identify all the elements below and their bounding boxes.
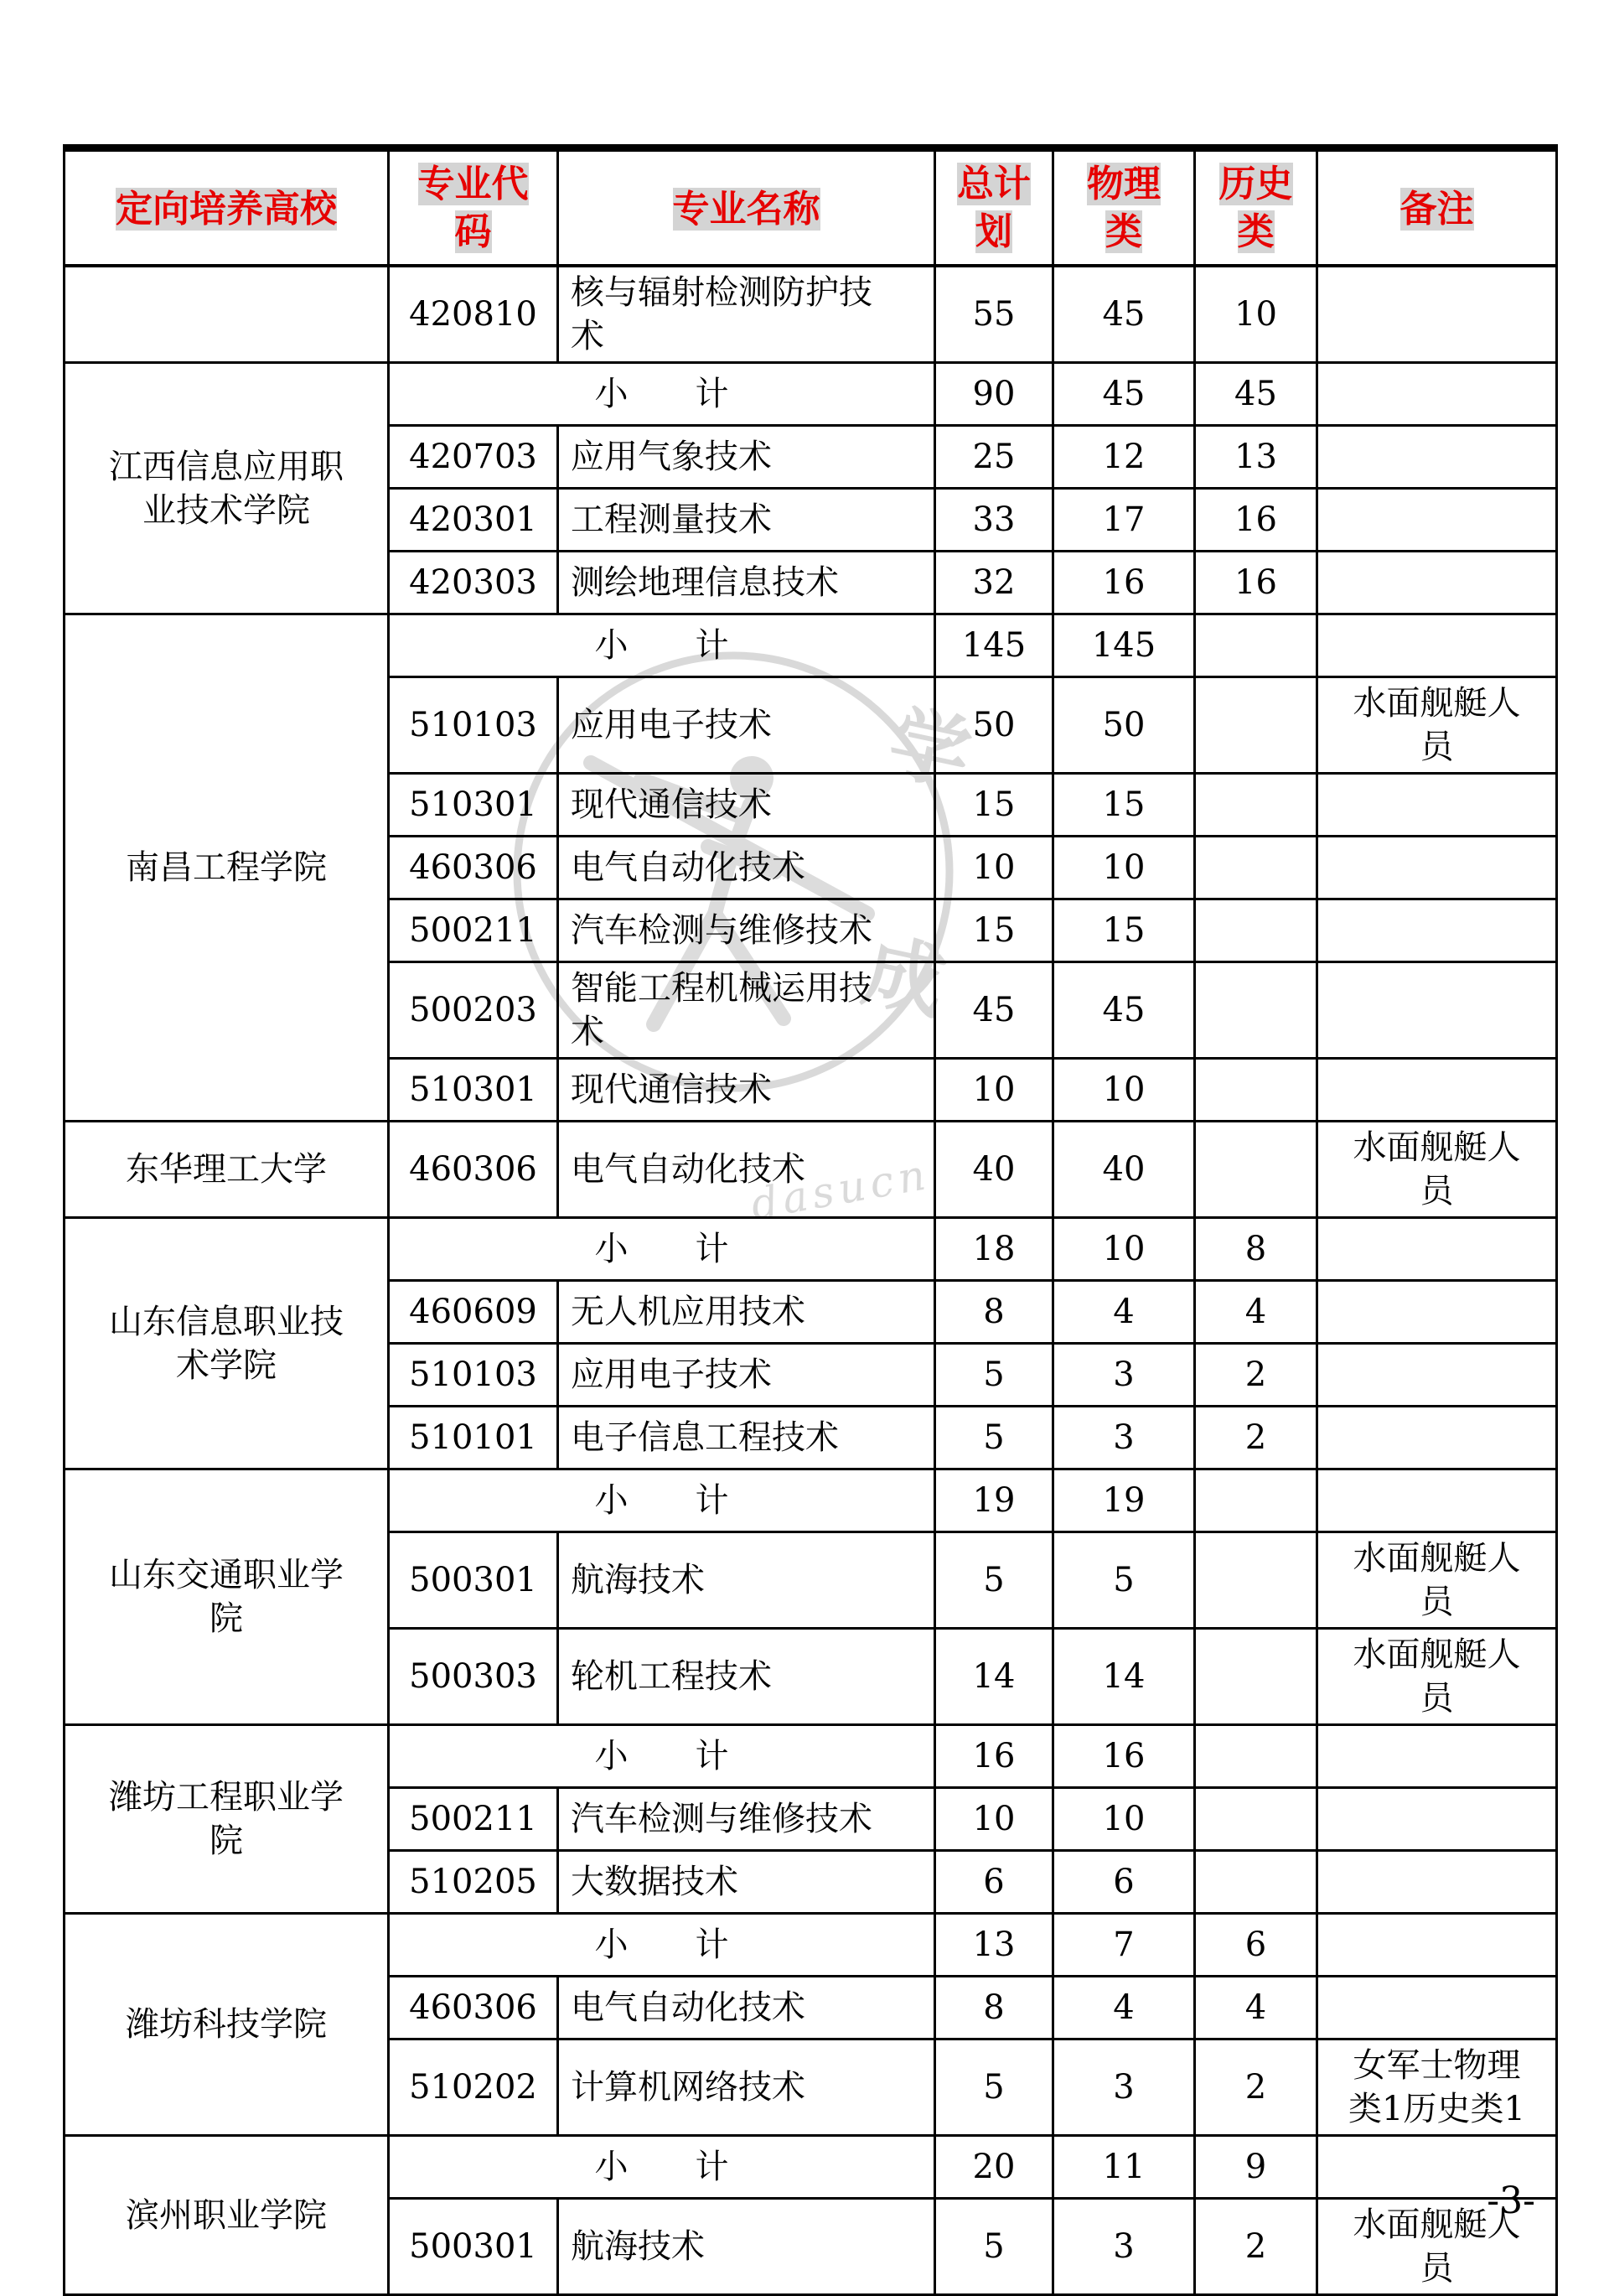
header-total-label: 总计划 (957, 163, 1031, 254)
remark-cell (1317, 837, 1557, 899)
physics-cell: 17 (1053, 489, 1195, 552)
physics-cell: 40 (1053, 1122, 1195, 1218)
major-name-text: 电子信息工程技术 (571, 1418, 839, 1458)
school-cell (65, 1469, 389, 1725)
major-name-text: 无人机应用技术 (571, 1293, 805, 1332)
table-row (65, 1914, 1557, 1977)
major-name-text: 现代通信技术 (571, 785, 772, 825)
subtotal-cell: 小 计 (389, 1725, 935, 1788)
school-name: 滨州职业学院 (126, 2195, 327, 2235)
major-code-cell: 510202 (389, 2039, 558, 2136)
major-code-cell: 460306 (389, 837, 558, 899)
total-cell: 18 (935, 1218, 1053, 1281)
physics-cell: 10 (1053, 1059, 1195, 1122)
major-code-cell: 510205 (389, 1851, 558, 1914)
major-name-text: 汽车检测与维修技术 (571, 911, 872, 951)
remark-cell (1317, 774, 1557, 837)
major-name-cell (558, 1344, 935, 1407)
physics-cell: 15 (1053, 899, 1195, 962)
header-code-wrap (415, 160, 532, 256)
major-code-cell: 460609 (389, 1281, 558, 1344)
physics-cell: 14 (1053, 1629, 1195, 1725)
school-name: 东华理工大学 (126, 1150, 327, 1189)
physics-cell: 7 (1053, 1914, 1195, 1977)
total-cell: 8 (935, 1281, 1053, 1344)
remark-text: 水面舰艇人员 (1353, 1635, 1521, 1718)
major-name-text: 汽车检测与维修技术 (571, 1800, 872, 1839)
physics-cell: 4 (1053, 1281, 1195, 1344)
table-row (65, 266, 1557, 363)
major-code-cell: 500211 (389, 899, 558, 962)
major-name-text: 电气自动化技术 (571, 1150, 805, 1189)
header-history-wrap (1214, 160, 1298, 256)
header-school-label: 定向培养高校 (116, 188, 337, 231)
major-name-cell (558, 266, 935, 363)
history-cell: 2 (1195, 2199, 1317, 2295)
history-cell (1195, 1059, 1317, 1122)
header-physics (1053, 148, 1195, 267)
remark-cell (1317, 1122, 1557, 1218)
school-cell (65, 1725, 389, 1914)
major-name-cell (558, 1059, 935, 1122)
header-total (935, 148, 1053, 267)
header-major (558, 148, 935, 267)
major-code-cell: 510103 (389, 677, 558, 774)
subtotal-cell: 小 计 (389, 2136, 935, 2199)
total-cell: 5 (935, 1344, 1053, 1407)
history-cell (1195, 899, 1317, 962)
watermark-char-bottom: 成 (855, 922, 955, 1032)
physics-cell: 16 (1053, 1725, 1195, 1788)
major-name-text: 计算机网络技术 (571, 2068, 805, 2107)
major-name-cell (558, 2199, 935, 2295)
history-cell: 4 (1195, 1281, 1317, 1344)
major-code-cell: 460306 (389, 1977, 558, 2039)
major-name-cell (558, 1977, 935, 2039)
history-cell (1195, 1469, 1317, 1532)
remark-cell (1317, 1059, 1557, 1122)
header-school (65, 148, 389, 267)
major-name-text: 应用电子技术 (571, 1355, 772, 1395)
physics-cell: 19 (1053, 1469, 1195, 1532)
physics-cell: 45 (1053, 363, 1195, 426)
subtotal-cell: 小 计 (389, 1218, 935, 1281)
physics-cell: 3 (1053, 2039, 1195, 2136)
remark-cell (1317, 614, 1557, 677)
major-name-cell (558, 837, 935, 899)
total-cell: 15 (935, 774, 1053, 837)
major-name-text: 轮机工程技术 (571, 1657, 772, 1697)
total-cell: 25 (935, 426, 1053, 489)
major-code-cell: 420703 (389, 426, 558, 489)
physics-cell: 15 (1053, 774, 1195, 837)
major-name-text: 核与辐射检测防护技术 (571, 273, 872, 356)
table-row (65, 1218, 1557, 1281)
history-cell: 2 (1195, 1344, 1317, 1407)
table-row (65, 363, 1557, 426)
total-cell: 5 (935, 1532, 1053, 1629)
header-code-label: 专业代码 (417, 163, 529, 254)
history-cell (1195, 1788, 1317, 1851)
table-row (65, 2136, 1557, 2199)
physics-cell: 50 (1053, 677, 1195, 774)
subtotal-cell: 小 计 (389, 614, 935, 677)
major-name-cell (558, 489, 935, 552)
school-cell (65, 363, 389, 614)
school-name: 江西信息应用职业技术学院 (109, 447, 344, 530)
remark-cell (1317, 1725, 1557, 1788)
subtotal-cell: 小 计 (389, 363, 935, 426)
major-name-text: 应用气象技术 (571, 438, 772, 477)
major-code-cell: 420810 (389, 266, 558, 363)
physics-cell: 4 (1053, 1977, 1195, 2039)
school-cell (65, 1218, 389, 1469)
total-cell: 33 (935, 489, 1053, 552)
total-cell: 32 (935, 552, 1053, 614)
major-name-cell (558, 1532, 935, 1629)
header-history-label: 历史类 (1218, 163, 1293, 254)
total-cell: 5 (935, 2039, 1053, 2136)
table-row (65, 1725, 1557, 1788)
remark-text: 水面舰艇人员 (1353, 1539, 1521, 1622)
total-cell: 13 (935, 1914, 1053, 1977)
school-cell (65, 2136, 389, 2295)
major-code-cell: 500301 (389, 1532, 558, 1629)
table-row (65, 1122, 1557, 1218)
total-cell: 50 (935, 677, 1053, 774)
major-name-text: 电气自动化技术 (571, 1988, 805, 2028)
major-name-text: 工程测量技术 (571, 500, 772, 540)
major-name-cell (558, 962, 935, 1059)
major-code-cell: 500303 (389, 1629, 558, 1725)
history-cell (1195, 1851, 1317, 1914)
table-header (65, 148, 1557, 267)
remark-text: 女军士物理类1历史类1 (1348, 2046, 1525, 2129)
remark-text: 水面舰艇人员 (1353, 2205, 1521, 2288)
remark-cell (1317, 1532, 1557, 1629)
physics-cell: 16 (1053, 552, 1195, 614)
remark-cell (1317, 426, 1557, 489)
physics-cell: 12 (1053, 426, 1195, 489)
table-row (65, 1469, 1557, 1532)
major-code-cell: 500211 (389, 1788, 558, 1851)
remark-cell (1317, 363, 1557, 426)
physics-cell: 3 (1053, 1344, 1195, 1407)
physics-cell: 10 (1053, 1788, 1195, 1851)
school-name: 山东交通职业学院 (109, 1556, 344, 1639)
total-cell: 45 (935, 962, 1053, 1059)
history-cell (1195, 614, 1317, 677)
remark-cell (1317, 1788, 1557, 1851)
remark-cell (1317, 1629, 1557, 1725)
remark-cell (1317, 1218, 1557, 1281)
history-cell: 9 (1195, 2136, 1317, 2199)
major-name-cell (558, 1407, 935, 1469)
major-name-cell (558, 2039, 935, 2136)
major-name-cell (558, 1122, 935, 1218)
total-cell: 40 (935, 1122, 1053, 1218)
watermark-latin-text: dasucn (747, 1149, 934, 1230)
major-name-cell (558, 899, 935, 962)
remark-cell (1317, 1469, 1557, 1532)
enrollment-plan-table (63, 144, 1558, 2296)
physics-cell: 6 (1053, 1851, 1195, 1914)
remark-cell (1317, 489, 1557, 552)
history-cell (1195, 837, 1317, 899)
remark-cell (1317, 962, 1557, 1059)
major-code-cell: 510301 (389, 774, 558, 837)
major-name-cell (558, 774, 935, 837)
major-name-cell (558, 677, 935, 774)
physics-cell: 11 (1053, 2136, 1195, 2199)
remark-cell (1317, 552, 1557, 614)
history-cell (1195, 1122, 1317, 1218)
page-number: -3- (1487, 2179, 1535, 2222)
school-name: 南昌工程学院 (126, 848, 327, 888)
history-cell: 8 (1195, 1218, 1317, 1281)
header-history (1195, 148, 1317, 267)
major-name-cell (558, 1629, 935, 1725)
total-cell: 145 (935, 614, 1053, 677)
school-name: 潍坊科技学院 (126, 2005, 327, 2045)
header-code (389, 148, 558, 267)
remark-cell (1317, 2039, 1557, 2136)
major-name-text: 应用电子技术 (571, 706, 772, 745)
header-major-wrap (673, 185, 820, 233)
header-major-label: 专业名称 (672, 188, 820, 231)
physics-cell: 10 (1053, 1218, 1195, 1281)
remark-cell (1317, 677, 1557, 774)
history-cell (1195, 962, 1317, 1059)
remark-cell (1317, 1344, 1557, 1407)
major-name-cell (558, 1788, 935, 1851)
total-cell: 16 (935, 1725, 1053, 1788)
physics-cell: 10 (1053, 837, 1195, 899)
total-cell: 5 (935, 1407, 1053, 1469)
history-cell (1195, 774, 1317, 837)
physics-cell: 3 (1053, 1407, 1195, 1469)
table-header-row (65, 148, 1557, 267)
major-name-text: 航海技术 (571, 1561, 705, 1600)
history-cell: 4 (1195, 1977, 1317, 2039)
total-cell: 10 (935, 837, 1053, 899)
total-cell: 14 (935, 1629, 1053, 1725)
history-cell: 16 (1195, 489, 1317, 552)
total-cell: 6 (935, 1851, 1053, 1914)
history-cell (1195, 677, 1317, 774)
school-cell (65, 1914, 389, 2136)
history-cell: 16 (1195, 552, 1317, 614)
school-cell (65, 266, 389, 363)
remark-cell (1317, 1281, 1557, 1344)
remark-text: 水面舰艇人员 (1353, 684, 1521, 767)
major-code-cell: 510101 (389, 1407, 558, 1469)
header-school-wrap (116, 185, 337, 233)
total-cell: 55 (935, 266, 1053, 363)
history-cell: 10 (1195, 266, 1317, 363)
total-cell: 8 (935, 1977, 1053, 2039)
physics-cell: 5 (1053, 1532, 1195, 1629)
history-cell (1195, 1629, 1317, 1725)
major-code-cell: 420301 (389, 489, 558, 552)
major-name-text: 电气自动化技术 (571, 848, 805, 888)
major-name-text: 智能工程机械运用技术 (571, 969, 872, 1052)
history-cell: 45 (1195, 363, 1317, 426)
major-name-cell (558, 552, 935, 614)
remark-cell (1317, 1407, 1557, 1469)
header-remark-wrap (1400, 185, 1474, 233)
total-cell: 15 (935, 899, 1053, 962)
table-row (65, 614, 1557, 677)
remark-cell (1317, 266, 1557, 363)
history-cell: 2 (1195, 1407, 1317, 1469)
physics-cell: 45 (1053, 266, 1195, 363)
physics-cell: 45 (1053, 962, 1195, 1059)
subtotal-cell: 小 计 (389, 1914, 935, 1977)
header-total-wrap (952, 160, 1036, 256)
physics-cell: 145 (1053, 614, 1195, 677)
total-cell: 90 (935, 363, 1053, 426)
physics-cell: 3 (1053, 2199, 1195, 2295)
major-code-cell: 500301 (389, 2199, 558, 2295)
total-cell: 10 (935, 1788, 1053, 1851)
major-name-cell (558, 1851, 935, 1914)
total-cell: 19 (935, 1469, 1053, 1532)
school-name: 山东信息职业技术学院 (109, 1302, 344, 1385)
major-code-cell: 460306 (389, 1122, 558, 1218)
watermark-char-right: 学 (880, 694, 980, 804)
header-physics-wrap (1082, 160, 1166, 256)
major-name-text: 现代通信技术 (571, 1070, 772, 1110)
header-remark-label: 备注 (1399, 188, 1474, 231)
header-physics-label: 物理类 (1087, 163, 1161, 254)
total-cell: 20 (935, 2136, 1053, 2199)
history-cell: 6 (1195, 1914, 1317, 1977)
remark-cell (1317, 899, 1557, 962)
history-cell: 13 (1195, 426, 1317, 489)
major-name-cell (558, 1281, 935, 1344)
remark-text: 水面舰艇人员 (1353, 1128, 1521, 1211)
major-code-cell: 500203 (389, 962, 558, 1059)
major-code-cell: 510103 (389, 1344, 558, 1407)
major-code-cell: 510301 (389, 1059, 558, 1122)
major-name-cell (558, 426, 935, 489)
header-remark (1317, 148, 1557, 267)
major-name-text: 大数据技术 (571, 1863, 738, 1902)
major-name-text: 航海技术 (571, 2227, 705, 2267)
history-cell (1195, 1532, 1317, 1629)
total-cell: 10 (935, 1059, 1053, 1122)
school-name: 潍坊工程职业学院 (109, 1778, 344, 1861)
school-cell (65, 614, 389, 1122)
history-cell: 2 (1195, 2039, 1317, 2136)
remark-cell (1317, 1977, 1557, 2039)
remark-cell (1317, 1851, 1557, 1914)
remark-cell (1317, 1914, 1557, 1977)
history-cell (1195, 1725, 1317, 1788)
subtotal-cell: 小 计 (389, 1469, 935, 1532)
major-code-cell: 420303 (389, 552, 558, 614)
total-cell: 5 (935, 2199, 1053, 2295)
major-name-text: 测绘地理信息技术 (571, 563, 839, 603)
school-cell (65, 1122, 389, 1218)
